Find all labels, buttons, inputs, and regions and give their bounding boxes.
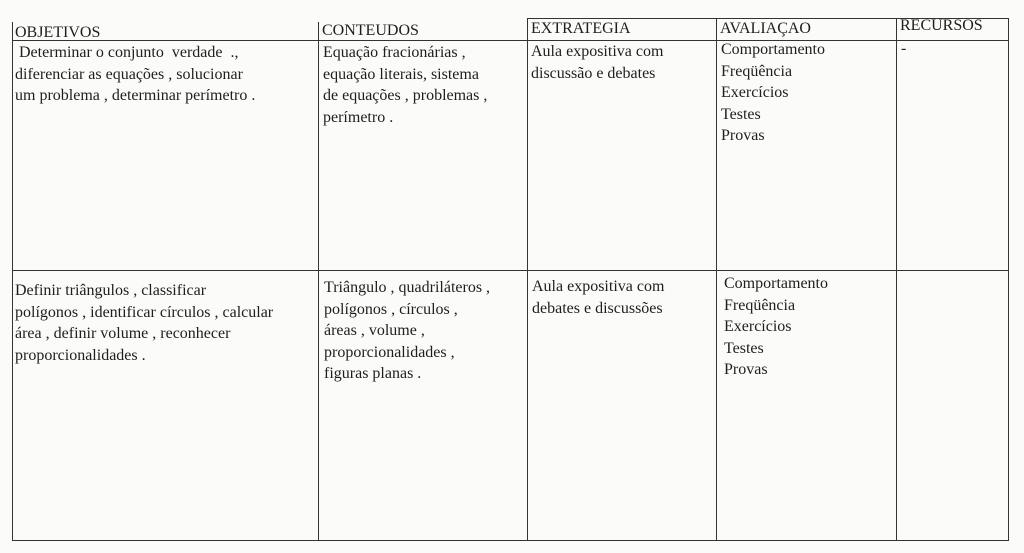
text-line: Definir triângulos , classificar	[15, 282, 207, 299]
header-conteudos: CONTEUDOS	[322, 22, 419, 39]
row1-objetivos	[15, 42, 255, 107]
text-line: diferenciar as equações , solucionar	[15, 65, 243, 83]
row1-estrategia	[531, 41, 663, 84]
divider	[1008, 18, 1009, 541]
text-line: proporcionalidades .	[15, 346, 146, 364]
text-line: áreas , volume ,	[324, 322, 425, 339]
text-line: polígonos , círculos ,	[324, 300, 458, 318]
text-line: Exercícios	[724, 318, 792, 335]
divider	[12, 22, 13, 541]
row2-conteudos	[324, 277, 490, 385]
header-objetivos: OBJETIVOS	[15, 24, 101, 41]
text-line: Freqüência	[721, 62, 793, 80]
text-line: discussão e debates	[531, 64, 656, 82]
text-line: Triângulo , quadriláteros ,	[324, 279, 491, 296]
text-line: de equações , problemas ,	[323, 87, 488, 104]
text-line: Comportamento	[724, 275, 828, 292]
text-line: Testes	[724, 339, 764, 357]
text-line: proporcionalidades ,	[324, 343, 455, 361]
divider	[318, 22, 319, 541]
text-line: -	[901, 40, 907, 57]
text-line: Aula expositiva com	[531, 43, 664, 60]
header-avaliacao: AVALIAÇAO	[720, 20, 811, 37]
text-line: Determinar o conjunto verdade .,	[15, 44, 239, 61]
text-line: perímetro .	[323, 108, 394, 126]
text-line: Exercícios	[721, 84, 789, 101]
text-line: equação literais, sistema	[323, 65, 479, 83]
divider	[716, 18, 717, 541]
header-estrategia: EXTRATEGIA	[531, 20, 631, 37]
text-line: Provas	[724, 361, 768, 378]
header-recursos: RECURSOS	[900, 17, 983, 34]
row1-avaliacao	[721, 39, 825, 147]
text-line: Aula expositiva com	[532, 278, 665, 295]
text-line: Provas	[721, 127, 765, 144]
text-line: figuras planas .	[324, 365, 422, 382]
row2-estrategia	[532, 276, 664, 319]
text-line: Testes	[721, 105, 761, 123]
text-line: um problema , determinar perímetro .	[15, 87, 256, 104]
divider	[12, 40, 1008, 41]
row2-objetivos	[15, 280, 273, 366]
row1-recursos	[901, 38, 906, 60]
divider	[896, 18, 897, 541]
row2-avaliacao	[724, 273, 828, 381]
divider	[12, 540, 1008, 541]
text-line: Equação fracionárias ,	[323, 44, 466, 61]
text-line: área , definir volume , reconhecer	[15, 325, 231, 342]
text-line: Freqüência	[724, 296, 796, 314]
text-line: polígonos , identificar círculos , calcular	[15, 303, 274, 321]
row1-conteudos	[323, 42, 487, 128]
divider	[527, 18, 528, 541]
text-line: Comportamento	[721, 41, 825, 58]
divider	[12, 270, 1008, 271]
text-line: debates e discussões	[532, 299, 663, 317]
